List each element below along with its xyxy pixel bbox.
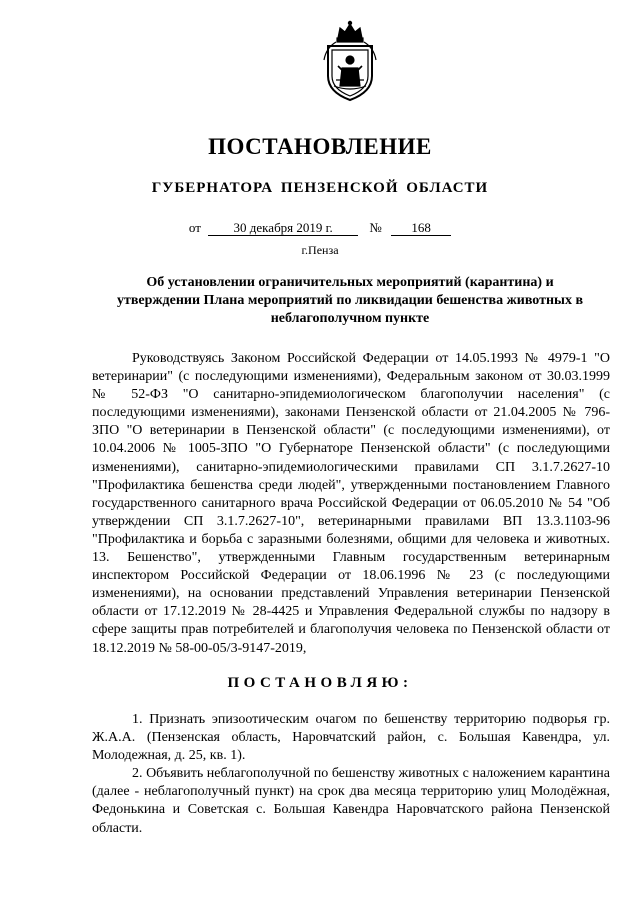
- document-title: Об установлении ограничительных мероприятий (карантина) и утверждении Плана мероприятий по ликвидации бешенства животных в неблагополучном пункте: [116, 275, 584, 326]
- number-prefix: №: [369, 220, 382, 235]
- issue-city: г.Пенза: [301, 243, 339, 257]
- date-number-line: [0, 220, 640, 236]
- document-type-title: ПОСТАНОВЛЕНИЕ: [208, 134, 432, 159]
- document-number: 168: [391, 220, 451, 236]
- decree-heading: ПОСТАНОВЛЯЮ:: [227, 675, 413, 691]
- document-date: 30 декабря 2019 г.: [208, 220, 358, 236]
- preamble-paragraph: Руководствуясь Законом Российской Федерации от 14.05.1993 № 4979-1 "О ветеринарии" (с последующими изменениями), Федеральным законом от 30.03.1999 № 52-ФЗ "О санитарно-эпидемиологическом благополучии населения" (с последующими изменениями), законами Пензенской области от 21.04.2005 № 796-ЗПО "О ветеринарии в Пензенской области" (с последующими изменениями), от 10.04.2006 № 1005-ЗПО "О Губернаторе Пензенской области" (с последующими изменениями), санитарно-эпидемиологическими правилами СП 3.1.7.2627-10 "Профилактика бешенства среди людей", утвержденными постановлением Главного государственного санитарного врача Российской Федерации от 06.05.2010 № 54 "Об утверждении СП 3.1.7.2627-10", ветеринарными правилами ВП 13.3.1103-96 "Профилактика и борьба с заразными болезнями, общими для человека и животных. 13. Бешенство", утвержденными Главным государственным ветеринарным инспектором Российской Федерации от 18.06.1996 № 23 (с последующими изменениями), на основании представлений Управления ветеринарии Пензенской области от 17.12.2019 № 28-4425 и Управления Федеральной службы по надзору в сфере защиты прав потребителей и благополучия человека по Пензенской области от 18.12.2019 № 58-00-05/3-9147-2019,: [92, 351, 610, 656]
- decree-item-2: 2. Объявить неблагополучной по бешенству животных с наложением карантина (далее - неблагополучный пункт) на срок два месяца территорию улиц Молодёжная, Федонькина и Советская с. Большая Кавендра Наровчатского района Пензенской области.: [92, 766, 610, 836]
- penza-coat-of-arms-icon: [318, 20, 382, 104]
- decree-item-1: 1. Признать эпизоотическим очагом по бешенству территорию подворья гр. Ж.А.А. (Пензенская область, Наровчатский район, с. Большая Кавендра, ул. Молодежная, д. 25, кв. 1).: [92, 712, 610, 764]
- decree-items: [92, 711, 610, 838]
- issuing-authority: ГУБЕРНАТОРА ПЕНЗЕНСКОЙ ОБЛАСТИ: [151, 180, 489, 196]
- date-prefix: от: [188, 220, 201, 235]
